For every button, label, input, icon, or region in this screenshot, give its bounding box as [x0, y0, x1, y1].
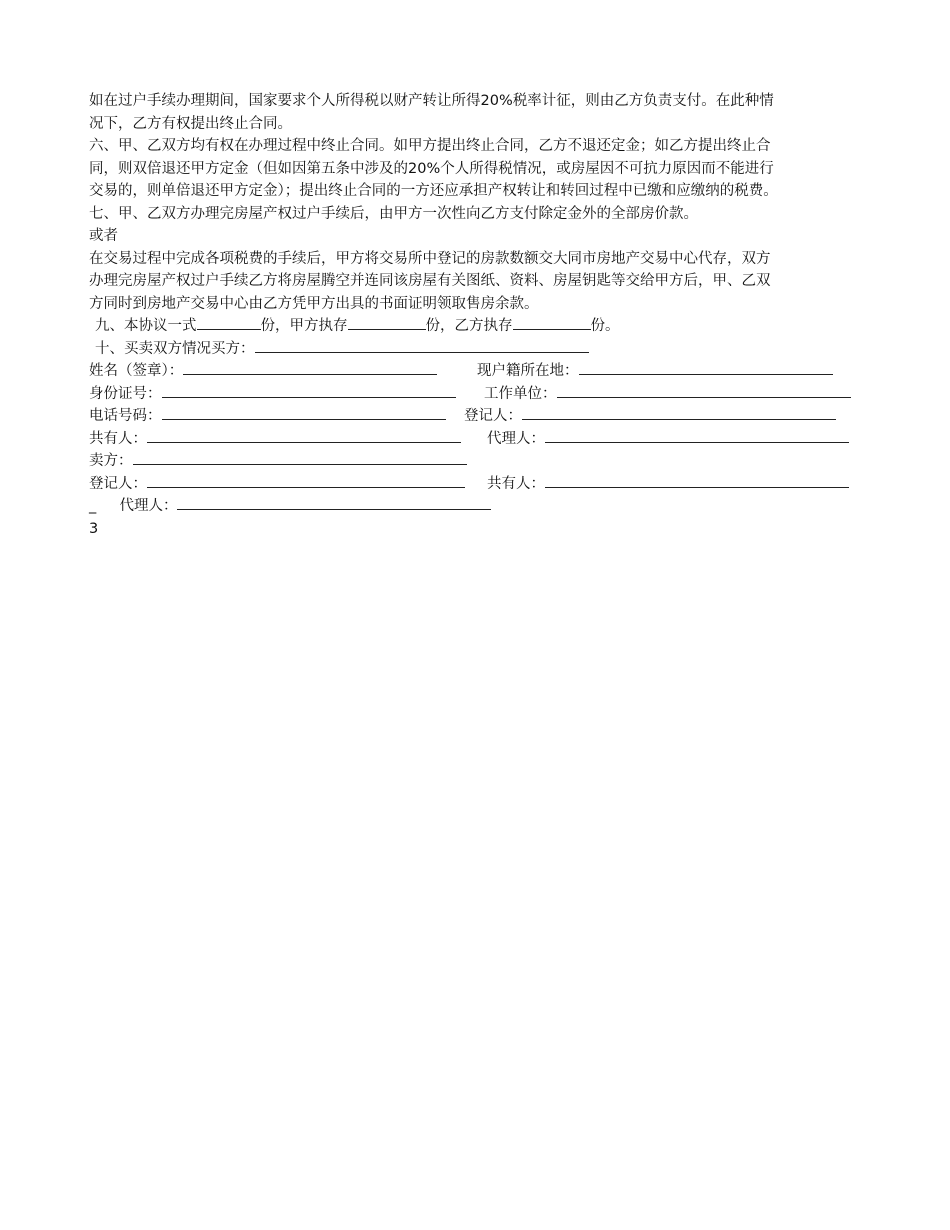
document-page [89, 90, 869, 540]
clause-9 [89, 315, 869, 338]
registrant-label: 登记人： [464, 408, 522, 424]
co-owner-blank[interactable] [147, 428, 461, 443]
phone-blank[interactable] [162, 405, 446, 420]
clause-6-line: 同，则双倍退还甲方定金（但如因第五条中涉及的20%个人所得税情况，或房屋因不可抗力原因而不能进行 [89, 160, 774, 177]
copies-total-blank[interactable] [197, 315, 261, 330]
agent-blank[interactable] [545, 428, 849, 443]
clause-6-line: 交易的，则单倍退还甲方定金）；提出终止合同的一方还应承担产权转让和转回过程中已缴和应缴纳的税费。 [89, 183, 778, 199]
clause-9-text: 份。 [590, 318, 620, 334]
form-row [89, 428, 869, 451]
buyer-blank[interactable] [255, 338, 589, 353]
id-number-blank[interactable] [162, 383, 456, 398]
clause-10 [89, 338, 869, 361]
seller-blank[interactable] [133, 450, 467, 465]
agent-2-blank[interactable] [177, 495, 491, 510]
id-number-label: 身份证号： [89, 385, 162, 402]
page-number: 3 [89, 520, 99, 537]
form-row [89, 383, 869, 406]
agent-2-label: 代理人： [119, 498, 178, 514]
form-row [89, 473, 869, 496]
co-owner-2-blank[interactable] [545, 473, 849, 488]
clause-10-title: 十、买卖双方情况买方： [95, 340, 255, 357]
work-unit-label: 工作单位： [484, 385, 557, 402]
clause-9-text: 份，乙方执存 [425, 318, 513, 334]
copies-party-b-blank[interactable] [513, 315, 591, 330]
clause-9-text: 份，甲方执存 [260, 318, 348, 334]
residence-label: 现户籍所在地： [477, 363, 579, 379]
registrant-blank[interactable] [522, 405, 836, 420]
name-sign-label: 姓名（签章）： [89, 363, 184, 379]
agent-label: 代理人： [487, 430, 545, 447]
residence-blank[interactable] [579, 360, 833, 375]
alternative-line: 办理完房屋产权过户手续乙方将房屋腾空并连同该房屋有关图纸、资料、房屋钥匙等交给甲方后，甲、乙双 [89, 273, 771, 289]
paragraph-line: 况下，乙方有权提出终止合同。 [89, 115, 292, 132]
copies-party-a-blank[interactable] [348, 315, 426, 330]
alternative-heading: 或者 [89, 228, 118, 244]
clause-6-line: 六、甲、乙双方均有权在办理过程中终止合同。如甲方提出终止合同，乙方不退还定金；如乙方提出终止合 [89, 138, 771, 154]
name-sign-blank[interactable] [183, 360, 437, 375]
registrant-2-label: 登记人： [89, 475, 147, 492]
paragraph-line: 如在过户手续办理期间，国家要求个人所得税以财产转让所得20%税率计征，则由乙方负责支付。在此种情 [89, 93, 774, 109]
registrant-2-blank[interactable] [147, 473, 465, 488]
form-row [89, 495, 869, 518]
alternative-line: 方同时到房地产交易中心由乙方凭甲方出具的书面证明领取售房余款。 [89, 295, 539, 312]
form-row [89, 450, 869, 473]
co-owner-label: 共有人： [89, 430, 147, 447]
seller-label: 卖方： [89, 453, 133, 469]
work-unit-blank[interactable] [557, 383, 851, 398]
form-row [89, 405, 869, 428]
co-owner-2-label: 共有人： [487, 475, 545, 492]
form-row [89, 360, 869, 383]
phone-label: 电话号码： [89, 408, 162, 424]
underscore-mark: _ [89, 498, 97, 514]
clause-9-text: 九、本协议一式 [95, 318, 197, 334]
alternative-line: 在交易过程中完成各项税费的手续后，甲方将交易所中登记的房款数额交大同市房地产交易中心代存，双方 [89, 250, 771, 267]
clause-7-line: 七、甲、乙双方办理完房屋产权过户手续后，由甲方一次性向乙方支付除定金外的全部房价款。 [89, 205, 698, 222]
